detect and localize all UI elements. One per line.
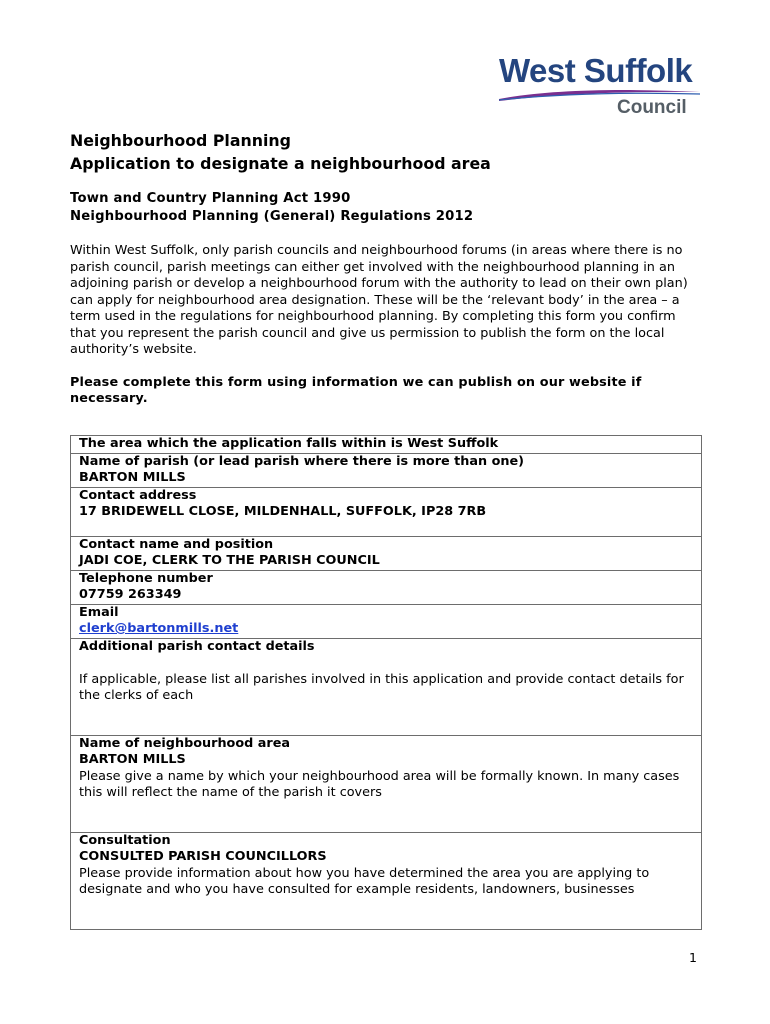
form-row-area — [71, 436, 702, 454]
phone-label: Telephone number — [79, 570, 213, 586]
document-title-line1: Neighbourhood Planning — [70, 131, 291, 150]
form-row-phone — [71, 570, 702, 604]
parish-label: Name of parish (or lead parish where there is more than one) — [79, 453, 524, 469]
area-name-value[interactable]: BARTON MILLS — [79, 752, 186, 767]
document-header — [70, 130, 702, 408]
contact-value[interactable]: JADI COE, CLERK TO THE PARISH COUNCIL — [79, 553, 380, 568]
intro-paragraph: Within West Suffolk, only parish councils and neighbourhood forums (in areas where there is no parish council, parish meetings can either get involved with the neighbourhood planning in an adjoining parish or develop a neighbourhood forum with the authority to lead on their own plan) can apply for neighbourhood area designation. These will be the ‘relevant body’ in the area – a term used in the regulations for neighbourhood planning. By completing this form you confirm that you represent the parish council and give us permission to publish the form on the local authority’s website. — [70, 243, 688, 357]
email-link[interactable]: clerk@bartonmills.net — [79, 621, 239, 636]
form-row-email — [71, 604, 702, 638]
parish-value[interactable]: BARTON MILLS — [79, 470, 186, 485]
logo-subtitle: Council — [617, 97, 687, 118]
publish-notice: Please complete this form using information we can publish on our website if necessary. — [70, 374, 642, 406]
form-row-area-name — [71, 735, 702, 832]
consultation-label: Consultation — [79, 832, 171, 848]
additional-label: Additional parish contact details — [79, 638, 315, 654]
page-number: 1 — [689, 950, 697, 965]
west-suffolk-council-logo — [497, 52, 702, 120]
form-row-contact — [71, 536, 702, 570]
form-row-address — [71, 487, 702, 536]
address-value[interactable]: 17 BRIDEWELL CLOSE, MILDENHALL, SUFFOLK, IP28 7RB — [79, 504, 487, 519]
email-label: Email — [79, 604, 119, 620]
additional-help: If applicable, please list all parishes involved in this application and provide contact details for the clerks of each — [79, 671, 684, 703]
form-row-additional — [71, 638, 702, 735]
area-name-help: Please give a name by which your neighbourhood area will be formally known. In many cases this will reflect the name of the parish it covers — [79, 768, 680, 800]
logo-wordmark: West Suffolk — [499, 52, 693, 89]
contact-label: Contact name and position — [79, 536, 274, 552]
area-name-label: Name of neighbourhood area — [79, 735, 291, 751]
legislation-line2: Neighbourhood Planning (General) Regulations 2012 — [70, 209, 474, 224]
form-row-consultation — [71, 832, 702, 929]
legislation-line1: Town and Country Planning Act 1990 — [70, 191, 351, 206]
consultation-help: Please provide information about how you have determined the area you are applying to designate and who you have consulted for example residents, landowners, businesses — [79, 865, 650, 897]
form-row-parish — [71, 453, 702, 487]
document-title-line2: Application to designate a neighbourhood area — [70, 154, 491, 173]
area-heading: The area which the application falls within is West Suffolk — [79, 436, 499, 451]
address-label: Contact address — [79, 487, 197, 503]
phone-value[interactable]: 07759 263349 — [79, 587, 182, 602]
application-form-table — [70, 435, 702, 930]
consultation-value[interactable]: CONSULTED PARISH COUNCILLORS — [79, 849, 327, 864]
